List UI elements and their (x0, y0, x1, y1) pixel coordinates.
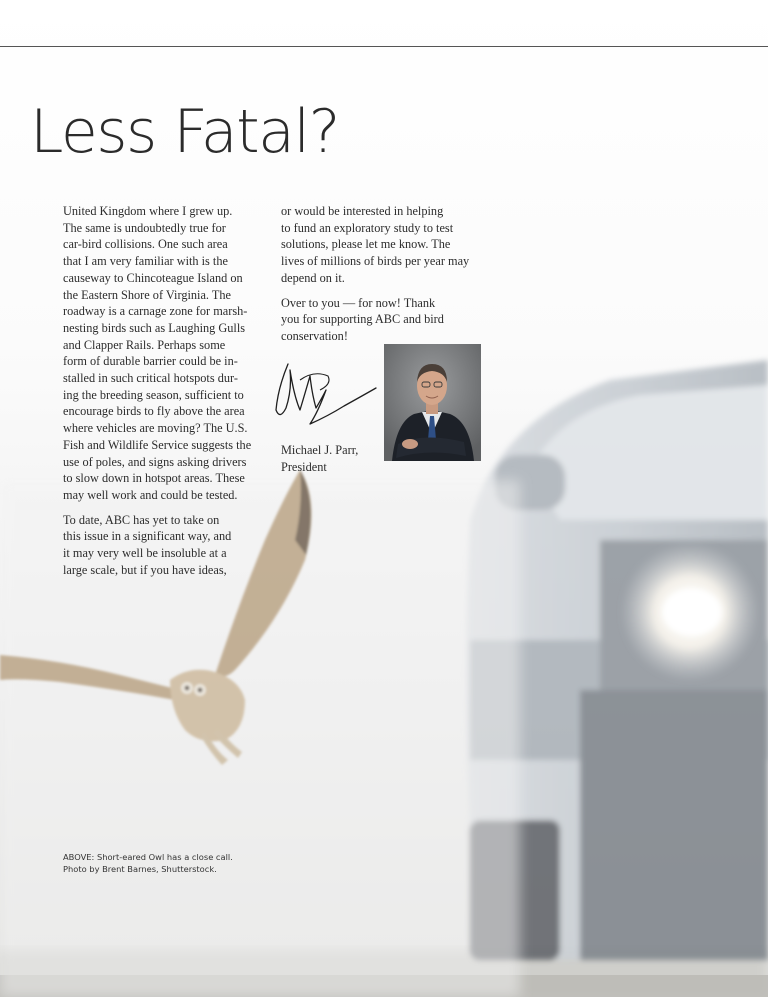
paragraph: United Kingdom where I grew up. The same is undoubtedly true for car-bird collisions. One such area that I am very familiar with is the causeway to Chincoteague Island on the Eastern Shore of Virginia. The roadway is a carnage zone for marsh- nesting birds such as Laughing Gulls and Clapper Rails. Perhaps some form of durable barrier could be in- stalled in such critical hotspots dur- ing the breeding season, sufficient to encourage birds to fly above the area where vehicles are moving? The U.S. Fish and Wildlife Service suggests the use of poles, and signs asking drivers to slow down in hotspot areas. These may well work and could be tested. (63, 204, 252, 502)
paragraph: Over to you — for now! Thank you for supporting ABC and bird conservation! (281, 295, 444, 343)
photo-caption (63, 851, 233, 875)
signature-image (270, 350, 382, 430)
signer-block (281, 442, 358, 475)
signer-title: President (281, 459, 327, 474)
headline: Less Fatal? (30, 97, 339, 167)
portrait-photo (384, 344, 481, 461)
right-column (281, 203, 491, 353)
caption-credit: Photo by Brent Barnes, Shutterstock. (63, 864, 217, 874)
left-column (63, 203, 268, 586)
paragraph: or would be interested in helping to fund an exploratory study to test solutions, please let me know. The lives of millions of birds per year may depend on it. (281, 204, 470, 285)
signer-name: Michael J. Parr, (281, 443, 359, 457)
caption-line: ABOVE: Short-eared Owl has a close call. (63, 852, 233, 862)
top-rule (0, 46, 768, 47)
paragraph: To date, ABC has yet to take on this issue in a significant way, and it may very well be insoluble at a large scale, but if you have ideas, (63, 512, 232, 577)
